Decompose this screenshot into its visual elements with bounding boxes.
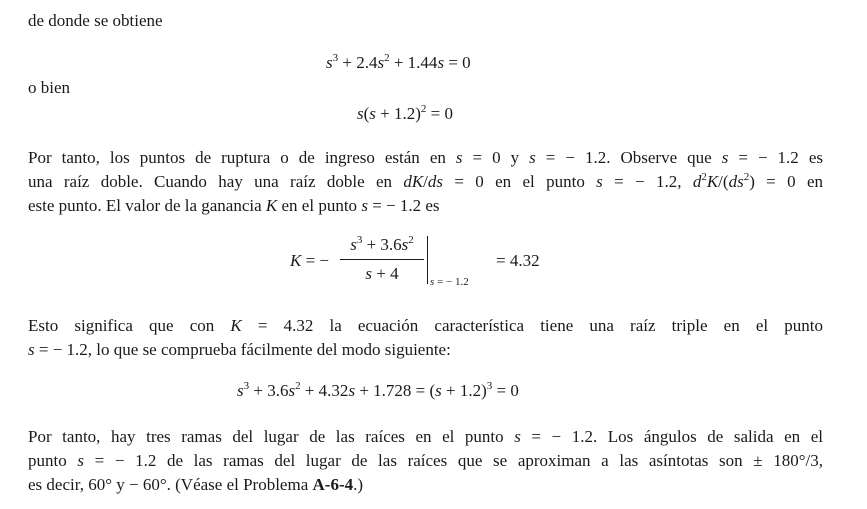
evaluation-point: s = − 1.2 <box>430 276 469 288</box>
o-bien-text: o bien <box>28 78 71 97</box>
para3-line1: Por tanto, hay tres ramas del lugar de las raíces en el punto s = − 1.2. Los ángulos de salida en el <box>28 427 823 446</box>
para1-line3: este punto. El valor de la ganancia K en el punto s = − 1.2 es <box>28 196 440 215</box>
para1-line2: una raíz doble. Cuando hay una raíz doble en dK/ds = 0 en el punto s = − 1.2, $d^2K/(ds^2) = 0$ en <box>28 171 823 191</box>
para1-line1: Por tanto, los puntos de ruptura o de ingreso están en s = 0 y s = − 1.2. Observe que s = − 1.2 es <box>28 148 823 167</box>
intro-text: de donde se obtiene <box>28 11 163 30</box>
fraction-bar <box>340 259 424 260</box>
problem-reference: A-6-4 <box>312 475 354 494</box>
para2-line2: s = − 1.2, lo que se comprueba fácilmente del modo siguiente: <box>28 340 451 359</box>
para3-line3: es decir, 60° y − 60°. (Véase el Problema A-6-4.) <box>28 475 364 494</box>
equation-triple-root: $s^3 + 3.6s^2 + 4.32s + 1.728 = (s + 1.2)^3 = 0$ <box>237 380 519 400</box>
para2-line1: Esto significa que con K = 4.32 la ecuación característica tiene una raíz triple en el punto <box>28 316 823 335</box>
equation-cubic: $s^3 + 2.4s^2 + 1.44s = 0$ <box>326 52 471 72</box>
gain-value: = 4.32 <box>496 251 540 270</box>
fraction-numerator: $s^3 + 3.6s^2$ <box>350 234 414 254</box>
evaluation-bar <box>427 236 428 284</box>
gain-equation <box>290 234 590 294</box>
equation-factored: $s(s + 1.2)^2 = 0$ <box>357 103 454 123</box>
para3-line2: punto s = − 1.2 de las ramas del lugar de las raíces que se aproximan a las asíntotas son ± 180°/3, <box>28 451 823 470</box>
fraction-denominator: s + 4 <box>365 264 399 283</box>
gain-lhs: K = − <box>290 251 330 270</box>
gain-fraction <box>340 234 424 285</box>
